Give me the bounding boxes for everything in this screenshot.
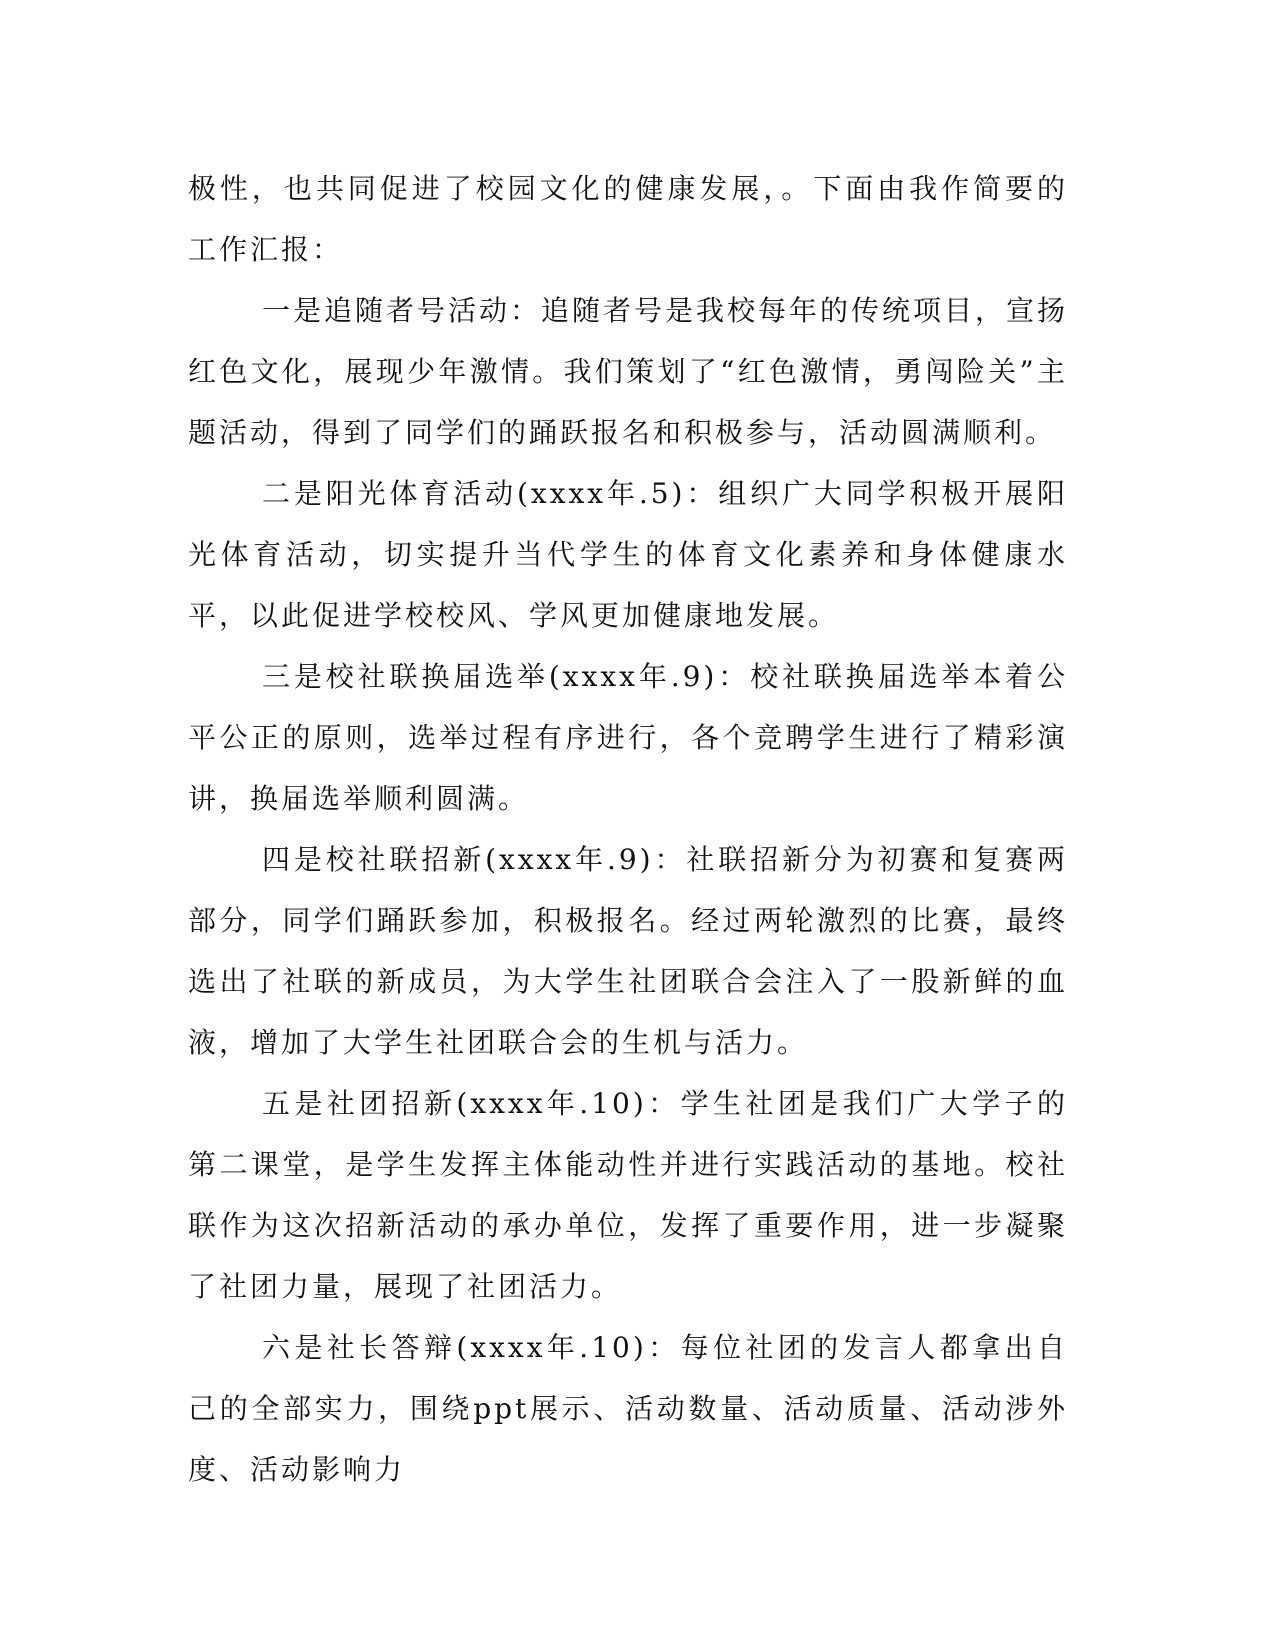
document-body <box>188 158 1068 1500</box>
paragraph-item-3: 三是校社联换届选举(xxxx年.9)：校社联换届选举本着公平公正的原则，选举过程有序进行，各个竞聘学生进行了精彩演讲，换届选举顺利圆满。 <box>188 660 1068 815</box>
paragraph-item-6: 六是社长答辩(xxxx年.10)：每位社团的发言人都拿出自己的全部实力，围绕ppt展示、活动数量、活动质量、活动涉外度、活动影响力 <box>188 1331 1068 1486</box>
paragraph-item-2: 二是阳光体育活动(xxxx年.5)：组织广大同学积极开展阳光体育活动，切实提升当代学生的体育文化素养和身体健康水平，以此促进学校校风、学风更加健康地发展。 <box>188 477 1068 632</box>
paragraph-item-4: 四是校社联招新(xxxx年.9)：社联招新分为初赛和复赛两部分，同学们踊跃参加，积极报名。经过两轮激烈的比赛，最终选出了社联的新成员，为大学生社团联合会注入了一股新鲜的血液，增加了大学生社团联合会的生机与活力。 <box>188 843 1068 1059</box>
paragraph-intro: 极性，也共同促进了校园文化的健康发展，。下面由我作简要的工作汇报： <box>188 172 1068 266</box>
paragraph-item-5: 五是社团招新(xxxx年.10)：学生社团是我们广大学子的第二课堂，是学生发挥主体能动性并进行实践活动的基地。校社联作为这次招新活动的承办单位，发挥了重要作用，进一步凝聚了社团力量，展现了社团活力。 <box>188 1087 1068 1303</box>
paragraph-item-1: 一是追随者号活动：追随者号是我校每年的传统项目，宣扬红色文化，展现少年激情。我们策划了“红色激情，勇闯险关”主题活动，得到了同学们的踊跃报名和积极参与，活动圆满顺利。 <box>188 294 1069 449</box>
